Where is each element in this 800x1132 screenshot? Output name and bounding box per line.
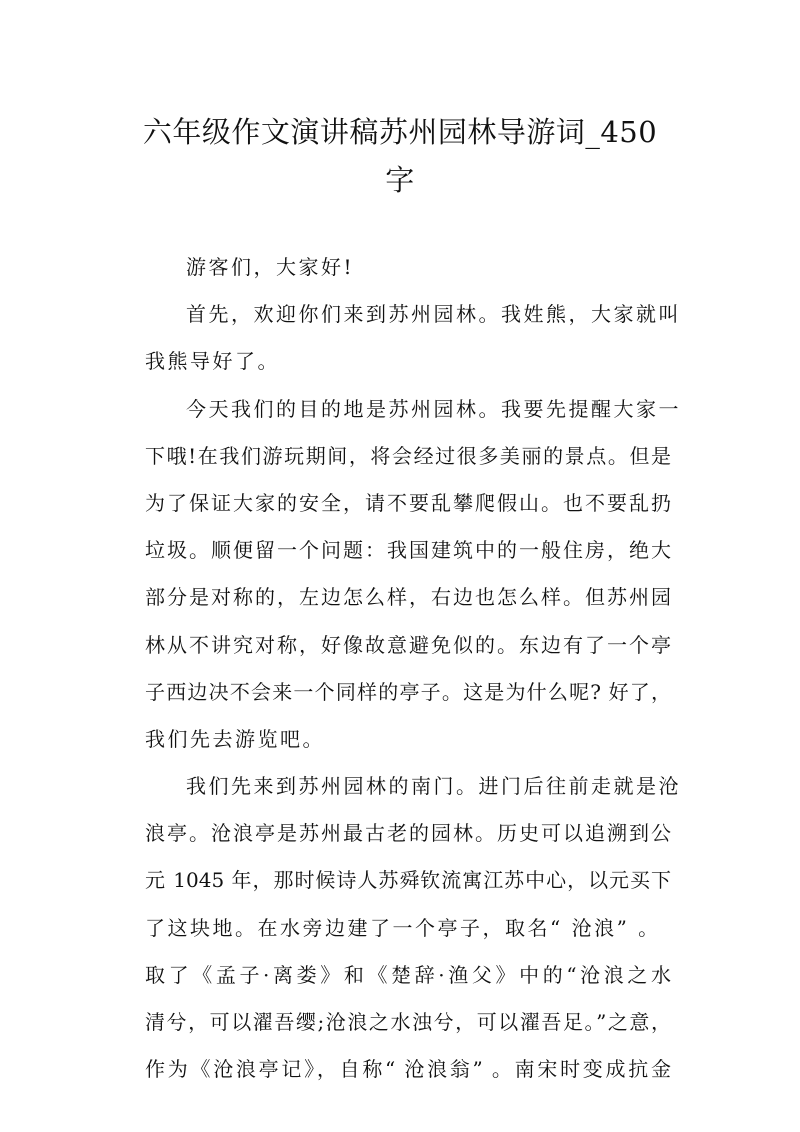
paragraph-line: 今天我们的目的地是苏州园林。我要先提醒大家一	[186, 396, 681, 421]
paragraph-line: 清兮，可以濯吾缨;沧浪之水浊兮，可以濯吾足。”之意，	[145, 1010, 671, 1034]
paragraph-line: 下哦!在我们游玩期间，将会经过很多美丽的景点。但是	[145, 443, 671, 468]
paragraph-line: 我们先去游览吧。	[145, 726, 325, 751]
title-line-1: 六年级作文演讲稿苏州园林导游词_450	[142, 115, 658, 149]
document-body	[145, 244, 681, 1093]
title-line-2: 字	[385, 163, 415, 197]
paragraph-line: 了这块地。在水旁边建了一个亭子，取名“ 沧浪” 。	[145, 915, 661, 940]
paragraph-line: 作为《沧浪亭记》，自称“ 沧浪翁” 。南宋时变成抗金	[145, 1057, 671, 1082]
paragraph-line: 元 1045 年，那时候诗人苏舜钦流寓江苏中心，以元买下	[145, 868, 671, 893]
document-title	[120, 108, 680, 204]
paragraph-line: 游客们，大家好!	[186, 255, 355, 279]
paragraph-line: 首先，欢迎你们来到苏州园林。我姓熊，大家就叫	[186, 302, 681, 327]
paragraph-line: 为了保证大家的安全，请不要乱攀爬假山。也不要乱扔	[145, 490, 671, 515]
paragraph-line: 浪亭。沧浪亭是苏州最古老的园林。历史可以追溯到公	[145, 821, 671, 846]
paragraph-line: 我们先来到苏州园林的南门。进门后往前走就是沧	[186, 774, 681, 799]
paragraph-line: 垃圾。顺便留一个问题：我国建筑中的一般住房，绝大	[145, 538, 671, 563]
paragraph-line: 取了《孟子·离娄》和《楚辞·渔父》中的“沧浪之水	[145, 962, 671, 987]
paragraph-line: 子西边决不会来一个同样的亭子。这是为什么呢? 好了，	[145, 679, 671, 704]
paragraph-line: 林从不讲究对称，好像故意避免似的。东边有了一个亭	[145, 632, 671, 657]
paragraph-line: 我熊导好了。	[145, 349, 280, 374]
paragraph-line: 部分是对称的，左边怎么样，右边也怎么样。但苏州园	[145, 585, 671, 610]
